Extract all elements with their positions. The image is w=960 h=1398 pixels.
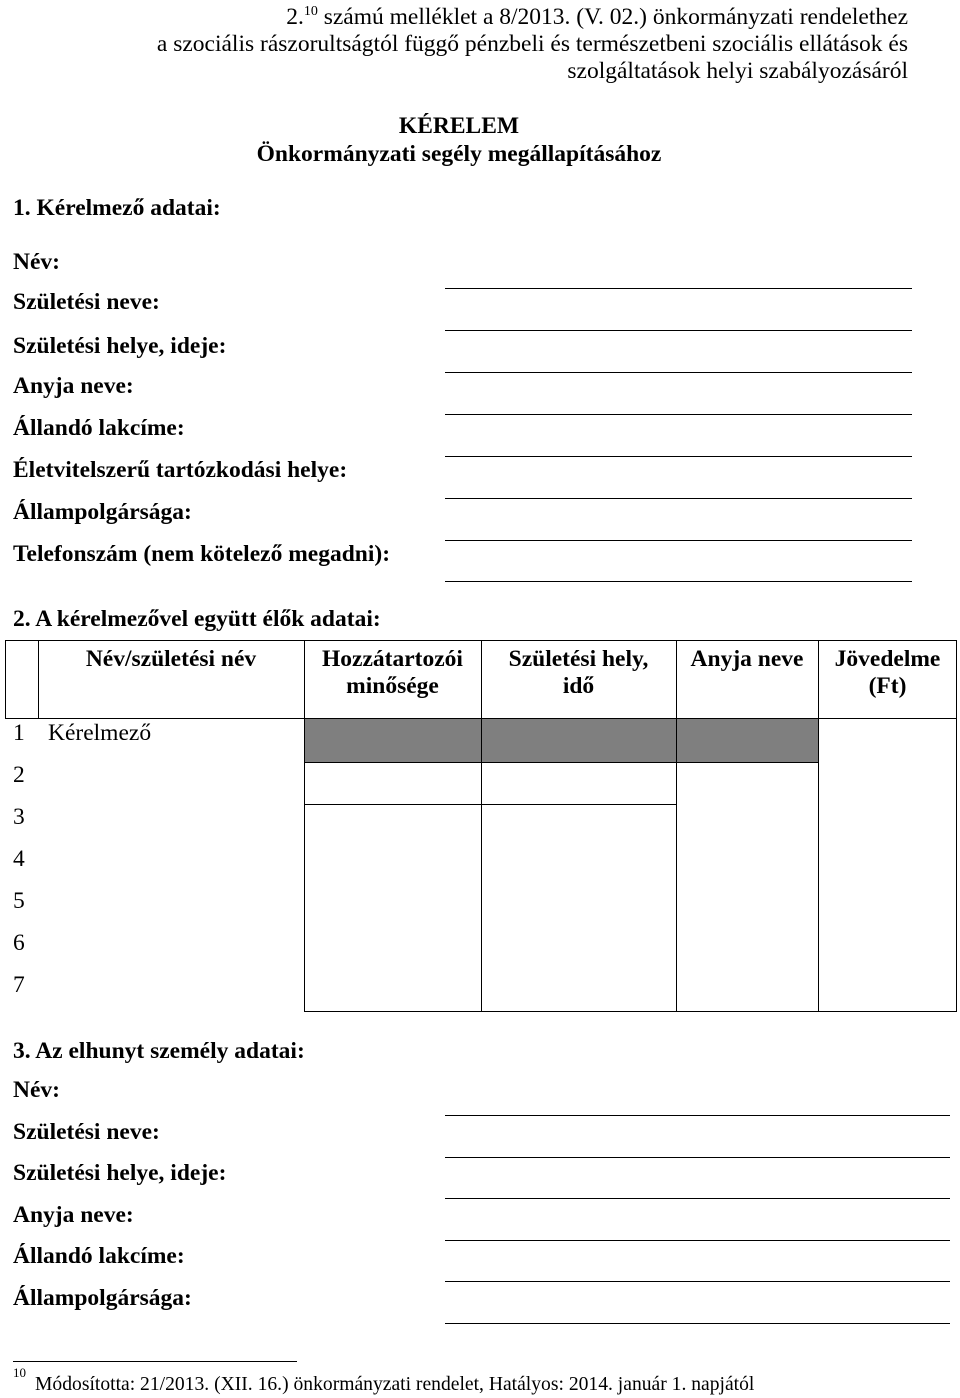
table-rule (956, 640, 957, 1012)
table-row-number: 7 (13, 971, 25, 998)
annex-number: 2. (286, 4, 304, 30)
label-permanent-address: Állandó lakcíme: (13, 414, 185, 441)
table-rule (5, 640, 6, 719)
label-citizenship: Állampolgársága: (13, 498, 192, 525)
fill-line (445, 414, 912, 415)
fill-line (445, 288, 912, 289)
table-header-name: Név/születési név (85, 646, 257, 672)
label-permanent-address: Állandó lakcíme: (13, 1242, 185, 1269)
fill-line (445, 1198, 950, 1199)
label-birth-place-date: Születési helye, ideje: (13, 1159, 227, 1186)
table-row-number: 2 (13, 761, 25, 788)
fill-line (445, 372, 912, 373)
table-row-number: 6 (13, 929, 25, 956)
shaded-cell (676, 718, 819, 762)
fill-line (445, 1323, 950, 1324)
fill-line (445, 1157, 950, 1158)
label-phone: Telefonszám (nem kötelező megadni): (13, 540, 391, 567)
table-row-number: 3 (13, 803, 25, 830)
fill-line (445, 581, 912, 582)
form-title-block (0, 112, 918, 168)
regulation-title-line-3: szolgáltatások helyi szabályozásáról (567, 58, 908, 84)
table-header-birth: Születési hely, idő (508, 646, 649, 699)
fill-line (445, 1281, 950, 1282)
section-3-heading: 3. Az elhunyt személy adatai: (13, 1037, 305, 1064)
form-title: KÉRELEM (398, 113, 520, 139)
table-row-number: 1 (13, 719, 25, 746)
label-birth-place-date: Születési helye, ideje: (13, 332, 227, 359)
table-rule (818, 640, 819, 1012)
table-row-label: Kérelmező (48, 719, 152, 746)
section-1-heading: 1. Kérelmező adatai: (13, 194, 221, 221)
footnote-ref-marker: 10 (303, 4, 318, 19)
table-rule (38, 640, 39, 719)
household-table (5, 640, 957, 1012)
label-name: Név: (13, 1076, 60, 1103)
table-header-income: Jövedelme (Ft) (834, 646, 941, 699)
document-header (157, 4, 908, 85)
label-name: Név: (13, 248, 60, 275)
label-mother-name: Anyja neve: (13, 372, 134, 399)
label-citizenship: Állampolgársága: (13, 1284, 192, 1311)
table-rule (304, 804, 677, 805)
fill-line (445, 330, 912, 331)
table-rule (304, 1011, 957, 1012)
regulation-title-line-2: a szociális rászorultságtól függő pénzbeli és természetbeni szociális ellátások és (156, 31, 908, 57)
fill-line (445, 498, 912, 499)
label-birth-name: Születési neve: (13, 288, 160, 315)
shaded-cell (481, 718, 676, 762)
fill-line (445, 1115, 950, 1116)
table-row-number: 5 (13, 887, 25, 914)
shaded-cell (304, 718, 481, 762)
table-rule (304, 640, 305, 1012)
annex-reference (157, 4, 908, 31)
label-birth-name: Születési neve: (13, 1118, 160, 1145)
table-header-mother: Anyja neve (690, 646, 804, 672)
form-subtitle: Önkormányzati segély megállapításához (256, 141, 662, 167)
table-header-relation: Hozzátartozói minősége (322, 646, 463, 699)
fill-line (445, 1240, 950, 1241)
table-rule (481, 640, 482, 1012)
section-2-heading: 2. A kérelmezővel együtt élők adatai: (13, 605, 381, 632)
table-rule (304, 762, 819, 763)
table-row-number: 4 (13, 845, 25, 872)
fill-line (445, 456, 912, 457)
footnote-marker: 10 (13, 1365, 26, 1380)
footnote-text: Módosította: 21/2013. (XII. 16.) önkormányzati rendelet, Hatályos: 2014. január 1. napjától (35, 1374, 755, 1395)
label-mother-name: Anyja neve: (13, 1201, 134, 1228)
table-rule (676, 640, 677, 1012)
fill-line (445, 540, 912, 541)
label-habitual-residence: Életvitelszerű tartózkodási helye: (13, 456, 348, 483)
annex-title: számú melléklet a 8/2013. (V. 02.) önkormányzati rendelethez (323, 4, 908, 30)
footnote-separator (13, 1361, 297, 1362)
